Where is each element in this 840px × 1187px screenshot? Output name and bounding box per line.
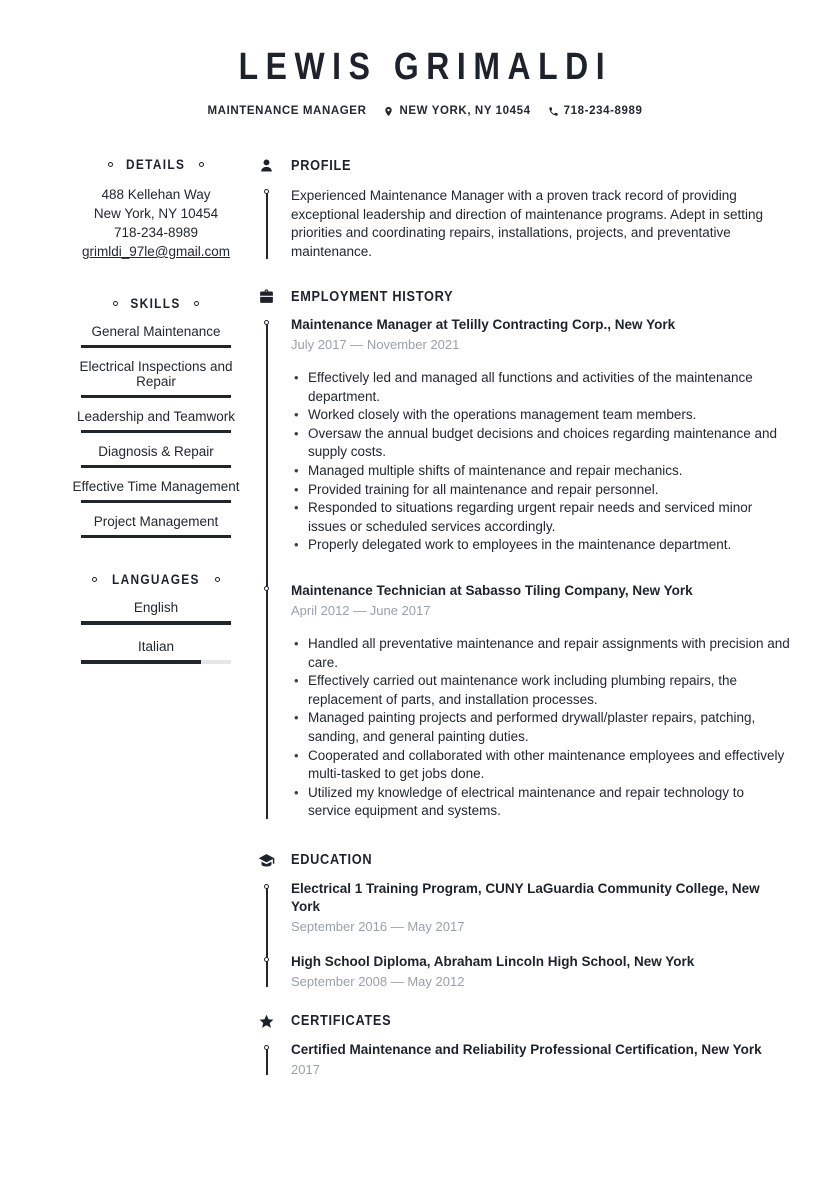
job-bullet: • Properly delegated work to employees in the maintenance department. bbox=[291, 536, 790, 555]
job-title-line: Maintenance Manager at Telilly Contracting Corp., New York bbox=[291, 317, 676, 332]
certificate-dates: 2017 bbox=[291, 1061, 320, 1077]
education-dates: September 2016 — May 2017 bbox=[291, 918, 465, 934]
person-icon bbox=[258, 157, 275, 174]
education-section-header bbox=[256, 852, 790, 869]
job-bullet: • Handled all preventative maintenance and repair assignments with precision and care. bbox=[291, 635, 790, 672]
skills-title: SKILLS bbox=[130, 296, 182, 311]
job-bullet: • Oversaw the annual budget decisions and choices regarding maintenance and supply costs. bbox=[291, 425, 790, 462]
dot-icon bbox=[215, 577, 220, 582]
timeline-circle bbox=[264, 189, 269, 194]
details-phone: 718-234-8989 bbox=[113, 225, 199, 240]
language-bar bbox=[81, 660, 231, 664]
header-location bbox=[383, 105, 530, 117]
language-name: English bbox=[133, 600, 179, 615]
education-dates: September 2008 — May 2012 bbox=[291, 973, 465, 989]
job-bullets bbox=[291, 635, 790, 821]
job-bullet: • Responded to situations regarding urgent repair needs and serviced minor issues or scheduled services accordingly. bbox=[291, 499, 790, 536]
header-phone bbox=[548, 105, 643, 117]
skill-item bbox=[60, 444, 252, 468]
skill-bar bbox=[81, 430, 231, 433]
certificates-section-header bbox=[256, 1013, 790, 1030]
job-dates: April 2012 — June 2017 bbox=[291, 602, 431, 618]
job-dates: July 2017 — November 2021 bbox=[291, 337, 460, 352]
location-pin-icon bbox=[383, 106, 394, 117]
address-line2: New York, NY 10454 bbox=[93, 206, 219, 221]
main-column bbox=[256, 157, 790, 1101]
skills-section bbox=[60, 296, 252, 538]
job-entry bbox=[291, 582, 790, 821]
education-section bbox=[256, 852, 790, 989]
skill-item bbox=[60, 514, 252, 538]
languages-title: LANGUAGES bbox=[112, 572, 200, 587]
education-title: EDUCATION bbox=[291, 852, 373, 869]
timeline-circle bbox=[264, 1045, 269, 1050]
employment-section-header bbox=[256, 288, 790, 305]
job-bullet: • Effectively carried out maintenance work including plumbing repairs, the replacement of parts, and installation processes. bbox=[291, 672, 790, 709]
job-bullet: • Managed painting projects and performed drywall/plaster repairs, patching, sanding, and general painting duties. bbox=[291, 709, 790, 746]
languages-header bbox=[60, 572, 252, 587]
dot-icon bbox=[92, 577, 97, 582]
certificate-title-line: Certified Maintenance and Reliability Professional Certification, New York bbox=[291, 1041, 762, 1057]
skill-bar bbox=[81, 465, 231, 468]
profile-body bbox=[256, 185, 790, 261]
certificate-entry bbox=[291, 1041, 790, 1077]
certificates-timeline bbox=[256, 1041, 790, 1077]
timeline-circle bbox=[264, 586, 269, 591]
education-entry bbox=[291, 953, 790, 989]
contact-row bbox=[60, 105, 790, 117]
graduation-cap-icon bbox=[258, 852, 275, 869]
skill-name: Diagnosis & Repair bbox=[98, 444, 214, 459]
profile-text: Experienced Maintenance Manager with a proven track record of providing exceptional leadership and direction of maintenance programs. Adept in setting priorities and coordinating repairs, installations, projects, and preventative maintenance. bbox=[291, 188, 764, 259]
job-bullets bbox=[291, 369, 790, 555]
skill-name: General Maintenance bbox=[91, 324, 221, 339]
certificates-title: CERTIFICATES bbox=[291, 1013, 392, 1030]
header-phone-label: 718-234-8989 bbox=[563, 105, 643, 117]
email-link[interactable]: grimldi_97le@gmail.com bbox=[81, 244, 230, 259]
profile-title: PROFILE bbox=[291, 157, 352, 174]
details-section bbox=[60, 157, 252, 261]
education-entry bbox=[291, 880, 790, 934]
job-bullet: • Cooperated and collaborated with other maintenance employees and effectively multi-tasked to get jobs done. bbox=[291, 747, 790, 784]
employment-title: EMPLOYMENT HISTORY bbox=[291, 288, 454, 305]
job-title-label: MAINTENANCE MANAGER bbox=[207, 105, 367, 117]
briefcase-icon bbox=[258, 288, 275, 305]
skill-bar bbox=[81, 535, 231, 538]
skill-name: Project Management bbox=[93, 514, 219, 529]
education-title-line: High School Diploma, Abraham Lincoln High School, New York bbox=[291, 953, 695, 969]
skills-header bbox=[60, 296, 252, 311]
sidebar bbox=[60, 157, 252, 1101]
job-bullet: • Effectively led and managed all functions and activities of the maintenance department. bbox=[291, 369, 790, 406]
job-title bbox=[208, 105, 367, 117]
language-bar bbox=[81, 621, 231, 625]
job-bullet: • Provided training for all maintenance and repair personnel. bbox=[291, 481, 790, 500]
timeline-circle bbox=[264, 320, 269, 325]
resume-header bbox=[60, 46, 790, 117]
language-item bbox=[60, 639, 252, 664]
employment-timeline bbox=[256, 316, 790, 821]
dot-icon bbox=[199, 162, 204, 167]
star-icon bbox=[258, 1013, 275, 1030]
skill-bar bbox=[81, 345, 231, 348]
skill-bar bbox=[81, 395, 231, 398]
details-title: DETAILS bbox=[126, 157, 186, 172]
skill-item bbox=[60, 479, 252, 503]
profile-section-header bbox=[256, 157, 790, 174]
timeline-circle bbox=[264, 957, 269, 962]
candidate-name: LEWIS GRIMALDI bbox=[238, 46, 612, 88]
profile-section bbox=[256, 157, 790, 261]
skill-item bbox=[60, 359, 252, 398]
certificates-section bbox=[256, 1013, 790, 1077]
dot-icon bbox=[194, 301, 199, 306]
language-name: Italian bbox=[137, 639, 175, 654]
header-location-label: NEW YORK, NY 10454 bbox=[399, 105, 531, 117]
details-header bbox=[60, 157, 252, 172]
skill-name: Leadership and Teamwork bbox=[76, 409, 236, 424]
dot-icon bbox=[108, 162, 113, 167]
language-item bbox=[60, 600, 252, 625]
skill-name: Electrical Inspections and Repair bbox=[79, 359, 233, 389]
phone-icon bbox=[548, 106, 559, 117]
skill-bar bbox=[81, 500, 231, 503]
languages-section bbox=[60, 572, 252, 664]
job-bullet: • Worked closely with the operations management team members. bbox=[291, 406, 790, 425]
address-line1: 488 Kellehan Way bbox=[101, 187, 211, 202]
timeline-circle bbox=[264, 884, 269, 889]
skill-name: Effective Time Management bbox=[72, 479, 240, 494]
skill-item bbox=[60, 409, 252, 433]
skill-item bbox=[60, 324, 252, 348]
job-entry bbox=[291, 316, 790, 555]
job-bullet: • Managed multiple shifts of maintenance and repair mechanics. bbox=[291, 462, 790, 481]
job-bullet: • Utilized my knowledge of electrical maintenance and repair technology to service equipment and systems. bbox=[291, 784, 790, 821]
education-timeline bbox=[256, 880, 790, 989]
employment-section bbox=[256, 288, 790, 821]
job-title-line: Maintenance Technician at Sabasso Tiling Company, New York bbox=[291, 582, 693, 598]
dot-icon bbox=[113, 301, 118, 306]
education-title-line: Electrical 1 Training Program, CUNY LaGuardia Community College, New York bbox=[291, 880, 760, 914]
